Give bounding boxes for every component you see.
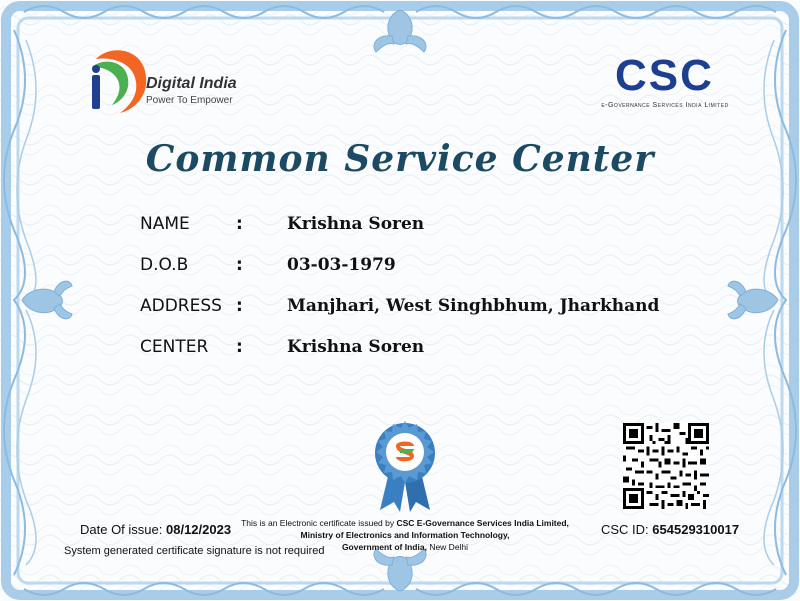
field-label: CENTER <box>140 337 209 357</box>
digital-india-tagline: Power To Empower <box>146 95 233 106</box>
field-label: D.O.B <box>140 255 189 275</box>
field-value: Manjhari, West Singhbhum, Jharkhand <box>287 296 660 316</box>
electronic-notice-org: CSC E-Governance Services India Limited, <box>396 518 569 528</box>
field-label: ADDRESS <box>140 296 222 316</box>
field-value: Krishna Soren <box>287 337 425 357</box>
field-value: Krishna Soren <box>287 214 425 234</box>
csc-id-label: CSC ID: <box>601 522 649 537</box>
signature-note: System generated certificate signature is not required <box>64 545 325 557</box>
digital-india-name: Digital India <box>146 75 237 92</box>
certificate-title: Common Service Center <box>145 138 655 180</box>
issue-date-label: Date Of issue: <box>80 522 163 537</box>
csc-id <box>601 522 739 537</box>
csc-logo-letters: CSC <box>615 51 714 100</box>
csc-id-value: 654529310017 <box>652 522 740 537</box>
electronic-notice <box>240 517 570 553</box>
digital-india-logo <box>82 45 242 120</box>
csc-tagline: e-Governance Services India Limited <box>601 102 729 109</box>
electronic-notice-text: This is an Electronic certificate issued by <box>241 518 397 528</box>
digital-india-emblem-icon <box>82 45 150 117</box>
field-label: NAME <box>140 214 190 234</box>
field-colon: : <box>236 255 243 275</box>
electronic-notice-line1 <box>240 517 570 529</box>
field-colon: : <box>236 214 243 234</box>
qr-code-icon <box>623 423 709 509</box>
csc-logo <box>585 52 745 114</box>
electronic-notice-line2: Ministry of Electronics and Information Technology, <box>300 530 510 540</box>
electronic-notice-gov: Government of India, <box>341 542 427 552</box>
field-value: 03-03-1979 <box>287 255 396 275</box>
rosette-badge-icon <box>370 418 440 513</box>
issue-date <box>80 522 231 537</box>
field-colon: : <box>236 296 243 316</box>
electronic-notice-line3 <box>240 541 570 553</box>
issue-date-value: 08/12/2023 <box>166 522 232 537</box>
field-colon: : <box>236 337 243 357</box>
electronic-notice-city: New Delhi <box>426 542 469 552</box>
